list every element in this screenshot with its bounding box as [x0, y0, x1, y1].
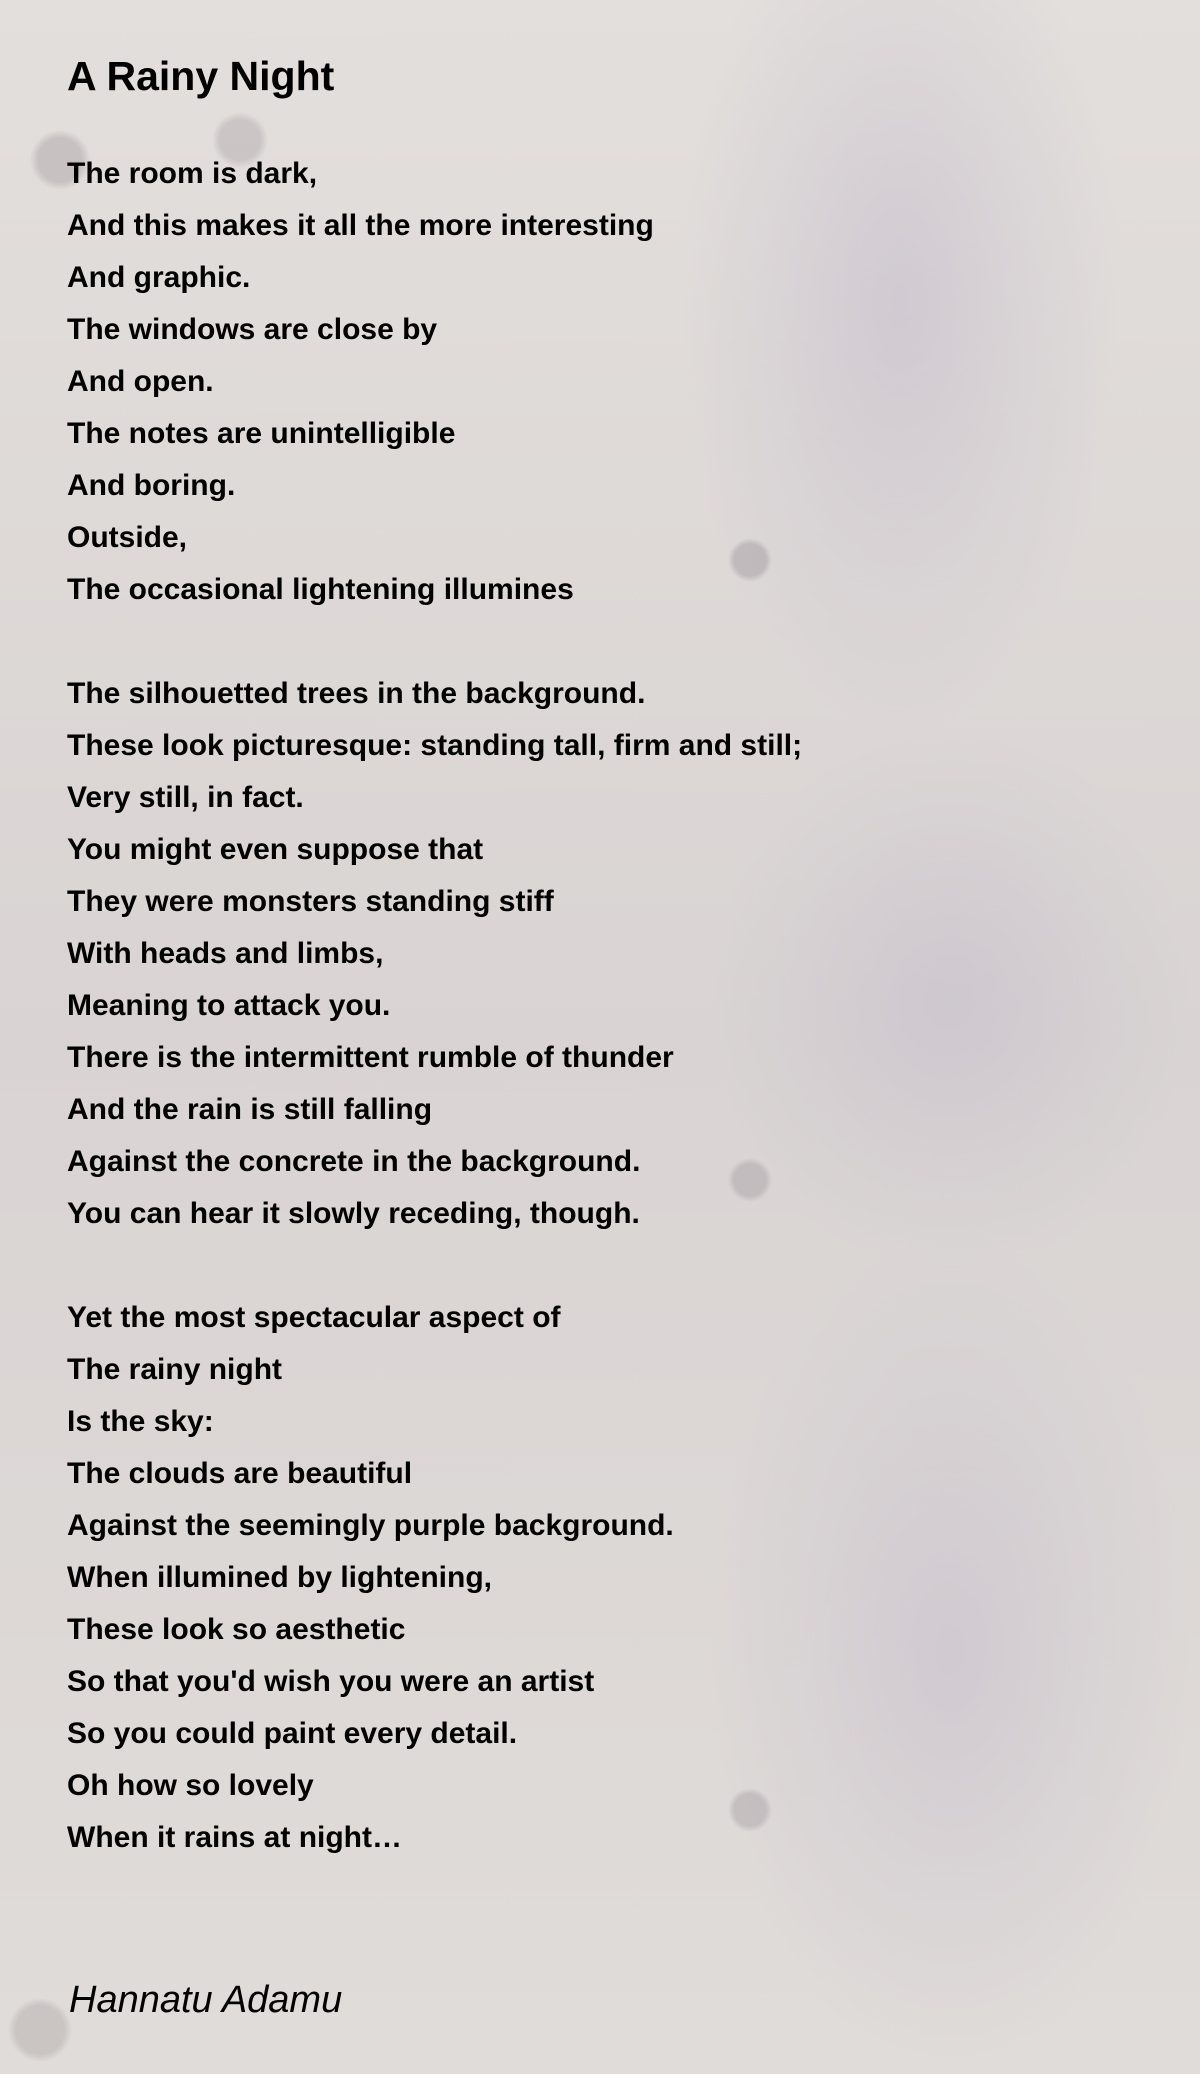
poem-line: The clouds are beautiful: [67, 1457, 413, 1490]
poem-line: And graphic.: [67, 261, 251, 294]
stanza: [67, 148, 802, 616]
poem-line: The notes are unintelligible: [67, 417, 456, 450]
poem-line: And this makes it all the more interesting: [67, 209, 654, 242]
stanza: [67, 668, 802, 1240]
poem-line: Oh how so lovely: [67, 1769, 314, 1802]
poem-line: Against the seemingly purple background.: [67, 1509, 674, 1542]
poem-line: The windows are close by: [67, 313, 438, 346]
poem-line: These look so aesthetic: [67, 1613, 406, 1646]
poem-line: The rainy night: [67, 1353, 283, 1386]
poem-line: The occasional lightening illumines: [67, 573, 574, 606]
poem-line: You might even suppose that: [67, 833, 484, 866]
poem-line: Very still, in fact.: [67, 781, 304, 814]
poem-line: And open.: [67, 365, 214, 398]
poem-author: Hannatu Adamu: [69, 1979, 343, 2021]
poem-line: When illumined by lightening,: [67, 1561, 492, 1594]
poem-line: Outside,: [67, 521, 188, 554]
poem-line: With heads and limbs,: [67, 937, 384, 970]
stanza: [67, 1292, 802, 1864]
poem-line: The silhouetted trees in the background.: [67, 677, 646, 710]
poem-body: [67, 148, 802, 1864]
poem-line: Meaning to attack you.: [67, 989, 391, 1022]
poem-line: They were monsters standing stiff: [67, 885, 554, 918]
poem-line: Against the concrete in the background.: [67, 1145, 641, 1178]
poem-line: When it rains at night…: [67, 1821, 402, 1854]
poem-line: Yet the most spectacular aspect of: [67, 1301, 561, 1334]
poem-line: So you could paint every detail.: [67, 1717, 518, 1750]
poem-line: There is the intermittent rumble of thunder: [67, 1041, 674, 1074]
poem-line: So that you'd wish you were an artist: [67, 1665, 595, 1698]
poem-line: And boring.: [67, 469, 236, 502]
poem-line: Is the sky:: [67, 1405, 214, 1438]
poem-line: These look picturesque: standing tall, firm and still;: [67, 729, 803, 762]
poem-line: The room is dark,: [67, 157, 318, 190]
poem-title: A Rainy Night: [67, 53, 335, 99]
poem-line: And the rain is still falling: [67, 1093, 433, 1126]
poem-line: You can hear it slowly receding, though.: [67, 1197, 640, 1230]
